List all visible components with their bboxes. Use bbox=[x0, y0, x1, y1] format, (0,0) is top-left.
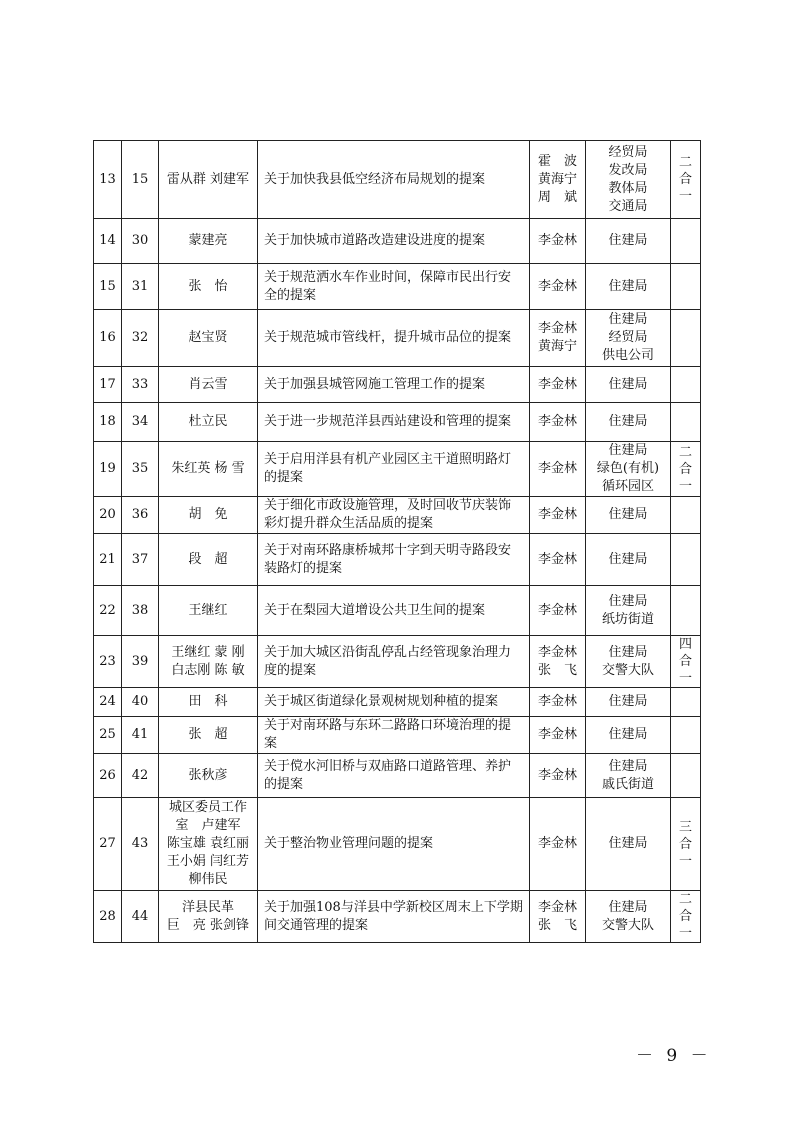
leader-name: 李金林 bbox=[537, 694, 577, 709]
proposal-number-cell: 30 bbox=[122, 219, 159, 264]
serial-number-cell: 17 bbox=[94, 367, 122, 403]
unit-name: 住建局 bbox=[608, 899, 648, 915]
proposal-title-cell: 关于整治物业管理问题的提案 bbox=[258, 798, 530, 891]
proposal-number-cell: 31 bbox=[122, 264, 159, 310]
merge-note-cell bbox=[671, 586, 701, 636]
table-row bbox=[94, 367, 701, 403]
proposal-table bbox=[93, 140, 701, 943]
merge-note-cell bbox=[671, 688, 701, 717]
proposer-name: 段 超 bbox=[188, 551, 228, 567]
proposal-number-cell: 36 bbox=[122, 497, 159, 534]
proposal-number-cell: 44 bbox=[122, 891, 159, 943]
proposer-cell bbox=[159, 264, 258, 310]
proposer-name: 赵宝贤 bbox=[188, 330, 228, 345]
merge-note-cell bbox=[671, 891, 701, 943]
proposer-name: 陈宝雄 袁红丽 bbox=[166, 836, 250, 851]
table-row bbox=[94, 754, 701, 798]
proposal-number-cell: 15 bbox=[122, 141, 159, 219]
leader-cell bbox=[530, 141, 586, 219]
unit-name: 交通局 bbox=[608, 198, 648, 214]
unit-name: 住建局 bbox=[608, 278, 648, 294]
leader-name: 李金林 bbox=[537, 233, 577, 248]
table-row bbox=[94, 219, 701, 264]
table-row bbox=[94, 403, 701, 442]
leader-name: 李金林 bbox=[537, 278, 577, 294]
table-row bbox=[94, 717, 701, 754]
proposer-cell bbox=[159, 636, 258, 688]
serial-number-cell: 18 bbox=[94, 403, 122, 442]
proposal-number-cell: 39 bbox=[122, 636, 159, 688]
proposer-cell bbox=[159, 586, 258, 636]
serial-number-cell: 28 bbox=[94, 891, 122, 943]
table-row bbox=[94, 141, 701, 219]
table-row bbox=[94, 310, 701, 367]
unit-name: 经贸局 bbox=[608, 144, 648, 160]
handling-unit-cell bbox=[586, 636, 671, 688]
merge-note-char: 合 bbox=[678, 909, 692, 924]
proposal-number-cell: 34 bbox=[122, 403, 159, 442]
merge-note-char: 二 bbox=[678, 892, 692, 907]
merge-note-cell bbox=[671, 497, 701, 534]
serial-number-cell: 25 bbox=[94, 717, 122, 754]
table-row bbox=[94, 798, 701, 891]
handling-unit-cell bbox=[586, 497, 671, 534]
handling-unit-cell bbox=[586, 403, 671, 442]
handling-unit-cell bbox=[586, 141, 671, 219]
leader-name: 黄海宁 bbox=[537, 171, 577, 187]
proposal-title-cell: 关于规范城市管线杆，提升城市品位的提案 bbox=[258, 310, 530, 367]
handling-unit-cell bbox=[586, 310, 671, 367]
proposer-name: 杜立民 bbox=[188, 414, 228, 429]
leader-name: 李金林 bbox=[537, 602, 577, 618]
proposal-title-cell: 关于对南环路与东环二路路口环境治理的提案 bbox=[258, 717, 530, 754]
serial-number-cell: 19 bbox=[94, 442, 122, 497]
merge-note-char: 二 bbox=[678, 444, 692, 460]
proposal-number-cell: 42 bbox=[122, 754, 159, 798]
leader-name: 李金林 bbox=[537, 727, 577, 742]
handling-unit-cell bbox=[586, 367, 671, 403]
leader-name: 李金林 bbox=[537, 376, 577, 392]
proposer-cell bbox=[159, 219, 258, 264]
merge-note-char: 合 bbox=[678, 172, 692, 187]
unit-name: 发改局 bbox=[608, 162, 648, 178]
proposal-title-cell: 关于对南环路康桥城邦十字到天明寺路段安装路灯的提案 bbox=[258, 534, 530, 586]
handling-unit-cell bbox=[586, 717, 671, 754]
proposer-name: 雷从群 刘建军 bbox=[166, 171, 250, 187]
unit-name: 交警大队 bbox=[601, 662, 654, 678]
merge-note-cell bbox=[671, 717, 701, 754]
merge-note-char: 一 bbox=[678, 853, 692, 869]
handling-unit-cell bbox=[586, 688, 671, 717]
proposer-name: 王小娟 闫红芳 bbox=[166, 854, 250, 869]
leader-name: 李金林 bbox=[537, 836, 577, 851]
handling-unit-cell bbox=[586, 264, 671, 310]
proposal-title-cell: 关于启用洋县有机产业园区主干道照明路灯的提案 bbox=[258, 442, 530, 497]
leader-name: 李金林 bbox=[537, 321, 577, 336]
proposer-cell bbox=[159, 717, 258, 754]
unit-name: 住建局 bbox=[608, 233, 648, 248]
proposer-cell bbox=[159, 403, 258, 442]
proposer-cell bbox=[159, 310, 258, 367]
merge-note-cell bbox=[671, 403, 701, 442]
leader-cell bbox=[530, 754, 586, 798]
unit-name: 经贸局 bbox=[608, 330, 648, 345]
proposal-title-cell: 关于加强108与洋县中学新校区周末上下学期间交通管理的提案 bbox=[258, 891, 530, 943]
merge-note-cell bbox=[671, 636, 701, 688]
unit-name: 供电公司 bbox=[601, 348, 654, 363]
serial-number-cell: 24 bbox=[94, 688, 122, 717]
proposer-name: 肖云雪 bbox=[188, 376, 228, 392]
leader-name: 霍 波 bbox=[537, 153, 577, 169]
leader-cell bbox=[530, 310, 586, 367]
leader-cell bbox=[530, 534, 586, 586]
merge-note-char: 一 bbox=[678, 478, 692, 494]
proposer-name: 巨 亮 张剑锋 bbox=[166, 917, 250, 933]
unit-name: 住建局 bbox=[608, 507, 648, 522]
leader-name: 李金林 bbox=[537, 644, 577, 660]
unit-name: 住建局 bbox=[608, 414, 648, 429]
merge-note-char: 合 bbox=[678, 461, 692, 477]
serial-number-cell: 14 bbox=[94, 219, 122, 264]
leader-name: 李金林 bbox=[537, 507, 577, 522]
leader-cell bbox=[530, 497, 586, 534]
unit-name: 住建局 bbox=[608, 443, 648, 458]
handling-unit-cell bbox=[586, 891, 671, 943]
unit-name: 住建局 bbox=[608, 376, 648, 392]
proposer-name: 张秋彦 bbox=[188, 767, 228, 783]
serial-number-cell: 22 bbox=[94, 586, 122, 636]
proposer-cell bbox=[159, 497, 258, 534]
serial-number-cell: 15 bbox=[94, 264, 122, 310]
proposal-title-cell: 关于加强县城管网施工管理工作的提案 bbox=[258, 367, 530, 403]
merge-note-cell bbox=[671, 141, 701, 219]
proposal-title-cell: 关于在梨园大道增设公共卫生间的提案 bbox=[258, 586, 530, 636]
proposal-title-cell: 关于细化市政设施管理，及时回收节庆装饰彩灯提升群众生活品质的提案 bbox=[258, 497, 530, 534]
unit-name: 住建局 bbox=[608, 593, 648, 609]
leader-cell bbox=[530, 586, 586, 636]
proposer-name: 蒙建亮 bbox=[188, 233, 228, 248]
table-row bbox=[94, 688, 701, 717]
proposer-cell bbox=[159, 891, 258, 943]
leader-name: 李金林 bbox=[537, 899, 577, 915]
unit-name: 住建局 bbox=[608, 836, 648, 851]
serial-number-cell: 20 bbox=[94, 497, 122, 534]
leader-cell bbox=[530, 636, 586, 688]
merge-note-char: 合 bbox=[678, 836, 692, 852]
unit-name: 绿色(有机) bbox=[596, 461, 660, 476]
table-row bbox=[94, 636, 701, 688]
unit-name: 纸坊街道 bbox=[601, 611, 654, 627]
leader-cell bbox=[530, 798, 586, 891]
proposer-cell bbox=[159, 442, 258, 497]
merge-note-char: 四 bbox=[678, 637, 692, 652]
unit-name: 住建局 bbox=[608, 312, 648, 327]
proposal-number-cell: 41 bbox=[122, 717, 159, 754]
merge-note-char: 一 bbox=[678, 926, 692, 941]
proposer-name: 王继红 bbox=[188, 602, 228, 618]
merge-note-cell bbox=[671, 534, 701, 586]
leader-cell bbox=[530, 688, 586, 717]
proposal-number-cell: 32 bbox=[122, 310, 159, 367]
merge-note-char: 合 bbox=[678, 654, 692, 669]
merge-note-cell bbox=[671, 367, 701, 403]
serial-number-cell: 21 bbox=[94, 534, 122, 586]
merge-note-char: 一 bbox=[678, 189, 692, 204]
serial-number-cell: 27 bbox=[94, 798, 122, 891]
table-row bbox=[94, 586, 701, 636]
leader-name: 周 斌 bbox=[537, 189, 577, 205]
unit-name: 循环园区 bbox=[601, 479, 654, 494]
merge-note-cell bbox=[671, 754, 701, 798]
proposal-table-body bbox=[94, 141, 701, 943]
unit-name: 住建局 bbox=[608, 694, 648, 709]
proposer-name: 白志刚 陈 敏 bbox=[171, 662, 245, 678]
leader-cell bbox=[530, 403, 586, 442]
proposer-cell bbox=[159, 754, 258, 798]
proposer-name: 朱红英 杨 雪 bbox=[171, 461, 245, 476]
proposal-title-cell: 关于加大城区沿街乱停乱占经管现象治理力度的提案 bbox=[258, 636, 530, 688]
unit-name: 交警大队 bbox=[601, 917, 654, 933]
table-row bbox=[94, 534, 701, 586]
handling-unit-cell bbox=[586, 754, 671, 798]
proposer-name: 室 卢建军 bbox=[175, 818, 241, 833]
serial-number-cell: 13 bbox=[94, 141, 122, 219]
proposer-name: 王继红 蒙 刚 bbox=[171, 644, 245, 660]
unit-name: 住建局 bbox=[608, 758, 648, 774]
proposer-name: 张 超 bbox=[188, 727, 228, 742]
handling-unit-cell bbox=[586, 534, 671, 586]
merge-note-char: 三 bbox=[678, 819, 692, 835]
leader-cell bbox=[530, 442, 586, 497]
serial-number-cell: 23 bbox=[94, 636, 122, 688]
proposal-title-cell: 关于加快城市道路改造建设进度的提案 bbox=[258, 219, 530, 264]
proposer-cell bbox=[159, 534, 258, 586]
proposal-title-cell: 关于加快我县低空经济布局规划的提案 bbox=[258, 141, 530, 219]
leader-name: 黄海宁 bbox=[537, 339, 577, 354]
unit-name: 住建局 bbox=[608, 551, 648, 567]
proposal-title-cell: 关于城区街道绿化景观树规划种植的提案 bbox=[258, 688, 530, 717]
table-row bbox=[94, 442, 701, 497]
leader-name: 李金林 bbox=[537, 767, 577, 783]
proposal-number-cell: 38 bbox=[122, 586, 159, 636]
merge-note-cell bbox=[671, 264, 701, 310]
page-number: － 9 － bbox=[636, 1046, 712, 1066]
handling-unit-cell bbox=[586, 586, 671, 636]
merge-note-cell bbox=[671, 310, 701, 367]
proposer-cell bbox=[159, 367, 258, 403]
unit-name: 教体局 bbox=[608, 180, 648, 196]
proposal-number-cell: 37 bbox=[122, 534, 159, 586]
merge-note-cell bbox=[671, 219, 701, 264]
merge-note-char: 一 bbox=[678, 671, 692, 686]
leader-cell bbox=[530, 717, 586, 754]
proposer-cell bbox=[159, 688, 258, 717]
merge-note-cell bbox=[671, 442, 701, 497]
leader-name: 张 飞 bbox=[537, 917, 577, 933]
handling-unit-cell bbox=[586, 798, 671, 891]
proposer-cell bbox=[159, 141, 258, 219]
proposer-name: 城区委员工作 bbox=[168, 800, 247, 815]
table-row bbox=[94, 497, 701, 534]
proposal-number-cell: 33 bbox=[122, 367, 159, 403]
proposal-title-cell: 关于进一步规范洋县西站建设和管理的提案 bbox=[258, 403, 530, 442]
proposer-name: 胡 免 bbox=[188, 507, 228, 522]
serial-number-cell: 26 bbox=[94, 754, 122, 798]
proposal-title-cell: 关于规范洒水车作业时间，保障市民出行安全的提案 bbox=[258, 264, 530, 310]
handling-unit-cell bbox=[586, 219, 671, 264]
proposal-number-cell: 43 bbox=[122, 798, 159, 891]
leader-name: 张 飞 bbox=[537, 662, 577, 678]
proposal-title-cell: 关于傥水河旧桥与双庙路口道路管理、养护的提案 bbox=[258, 754, 530, 798]
serial-number-cell: 16 bbox=[94, 310, 122, 367]
leader-name: 李金林 bbox=[537, 461, 577, 476]
leader-name: 李金林 bbox=[537, 551, 577, 567]
merge-note-cell bbox=[671, 798, 701, 891]
leader-cell bbox=[530, 219, 586, 264]
leader-name: 李金林 bbox=[537, 414, 577, 429]
merge-note-char: 二 bbox=[678, 155, 692, 170]
proposer-name: 田 科 bbox=[188, 694, 228, 709]
leader-cell bbox=[530, 891, 586, 943]
proposer-name: 柳伟民 bbox=[188, 872, 228, 887]
unit-name: 住建局 bbox=[608, 727, 648, 742]
proposer-cell bbox=[159, 798, 258, 891]
leader-cell bbox=[530, 367, 586, 403]
table-row bbox=[94, 264, 701, 310]
unit-name: 住建局 bbox=[608, 644, 648, 660]
proposer-name: 张 怡 bbox=[188, 278, 228, 294]
table-row bbox=[94, 891, 701, 943]
proposal-number-cell: 35 bbox=[122, 442, 159, 497]
unit-name: 戚氏街道 bbox=[601, 776, 654, 792]
handling-unit-cell bbox=[586, 442, 671, 497]
leader-cell bbox=[530, 264, 586, 310]
proposal-number-cell: 40 bbox=[122, 688, 159, 717]
proposer-name: 洋县民革 bbox=[181, 899, 234, 915]
